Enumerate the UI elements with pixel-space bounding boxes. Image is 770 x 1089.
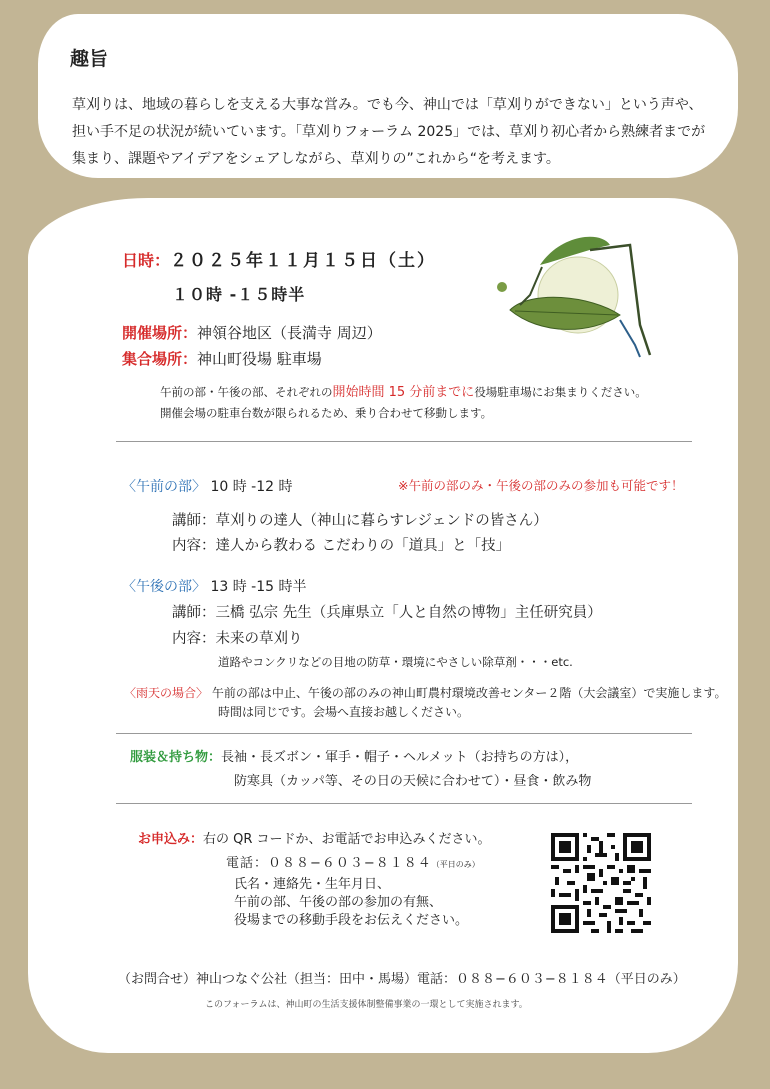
venue-label: 開催場所： — [122, 324, 198, 342]
divider — [116, 733, 692, 734]
afternoon-lecturer: 講師：三橋 弘宗 先生（兵庫県立「人と自然の博物」主任研究員） — [172, 605, 602, 621]
bring-line1: 長袖・長ズボン・軍手・帽子・ヘルメット（お持ちの方は）， — [221, 750, 579, 765]
tel-number: 電話：０８８−６０３−８１８４ — [226, 856, 432, 871]
bring-line2: 防寒具（カッパ等、その日の天候に合わせて）・昼食・飲み物 — [234, 774, 592, 789]
afternoon-content-detail: 道路やコンクリなどの目地の防草・環境にやさしい除草剤・・・etc. — [218, 655, 573, 669]
morning-heading — [122, 476, 292, 496]
meeting-note — [160, 382, 647, 423]
apply-list-item: 午前の部、午後の部の参加の有無、 — [234, 895, 443, 910]
tel-note: （平日のみ） — [431, 860, 480, 869]
belongings — [130, 746, 591, 794]
afternoon-label: 午後の部 — [136, 579, 192, 595]
morning-label: 午前の部 — [136, 479, 192, 495]
date-value: ２０２５年１１月１５日（土） — [170, 251, 437, 271]
grasshopper-illustration — [490, 225, 660, 365]
event-time: １０時 -１５時半 — [172, 285, 306, 304]
qr-code[interactable] — [551, 833, 651, 933]
footnote: このフォーラムは、神山町の生活支援体制整備事業の一環として実施されます。 — [205, 1000, 528, 1010]
venue-value: 神領谷地区（長満寺 周辺） — [197, 324, 382, 342]
apply-text: 右の QR コードか、お電話でお申込みください。 — [203, 832, 491, 847]
apply-list-item: 役場までの移動手段をお伝えください。 — [234, 913, 469, 928]
divider — [116, 803, 692, 804]
afternoon-bracket-open: 〈 — [122, 579, 136, 595]
meet-value: 神山町役場 駐車場 — [197, 350, 322, 368]
date-label: 日時： — [122, 251, 171, 270]
contact-info: （お問合せ）神山つなぐ公社（担当：田中・馬場）電話：０８８−６０３−８１８４（平日のみ） — [118, 972, 686, 987]
purpose-text: 草刈りは、地域の暮らしを支える大事な営み。でも今、神山では「草刈りができない」という声や、担い手不足の状況が続いています。「草刈りフォーラム 2025」では、草刈り初心者から熟練者までが集まり、課題やアイデアをシェアしながら、草刈りの”これから“を考えます。 — [72, 97, 706, 167]
rain-note — [124, 684, 726, 722]
apply-label: お申込み： — [138, 832, 204, 847]
apply-list-item: 氏名・連絡先・生年月日、 — [234, 877, 391, 892]
rain-label: 雨天の場合 — [136, 686, 197, 700]
rain-bracket-close: 〉 — [196, 686, 209, 700]
divider — [116, 441, 692, 442]
rain-text2: 時間は同じです。会場へ直接お越しください。 — [218, 705, 470, 719]
afternoon-bracket-close: 〉 — [192, 579, 206, 595]
apply-phone — [226, 852, 480, 871]
morning-bracket-open: 〈 — [122, 479, 136, 495]
event-meeting-point — [122, 348, 322, 369]
bring-label: 服装＆持ち物： — [130, 750, 222, 765]
apply-instructions — [138, 828, 491, 847]
rain-bracket-open: 〈 — [124, 686, 137, 700]
morning-content: 内容：達人から教わる こだわりの「道具」と「技」 — [172, 538, 511, 554]
apply-required-info — [234, 876, 468, 930]
event-date — [122, 246, 436, 271]
morning-bracket-close: 〉 — [192, 479, 206, 495]
afternoon-content: 内容：未来の草刈り — [172, 631, 303, 647]
partial-participation-note: ※午前の部のみ・午後の部のみの参加も可能です！ — [398, 478, 684, 493]
note-line2: 開催会場の駐車台数が限られるため、乗り合わせて移動します。 — [160, 406, 493, 420]
morning-lecturer: 講師：草刈りの達人（神山に暮らすレジェンドの皆さん） — [172, 513, 548, 529]
meet-label: 集合場所： — [122, 350, 198, 368]
afternoon-time: 13 時 -15 時半 — [210, 579, 307, 595]
purpose-title: 趣旨 — [70, 48, 109, 70]
afternoon-heading — [122, 576, 306, 596]
rain-text: 午前の部は中止、午後の部のみの神山町農村環境改善センター２階（大会議室）で実施します。 — [211, 686, 727, 700]
event-venue — [122, 322, 382, 343]
morning-time: 10 時 -12 時 — [210, 479, 293, 495]
note-post: 役場駐車場にお集まりください。 — [474, 385, 647, 399]
note-pre: 午前の部・午後の部、それぞれの — [160, 385, 333, 399]
note-highlight: 開始時間 15 分前までに — [332, 385, 475, 400]
